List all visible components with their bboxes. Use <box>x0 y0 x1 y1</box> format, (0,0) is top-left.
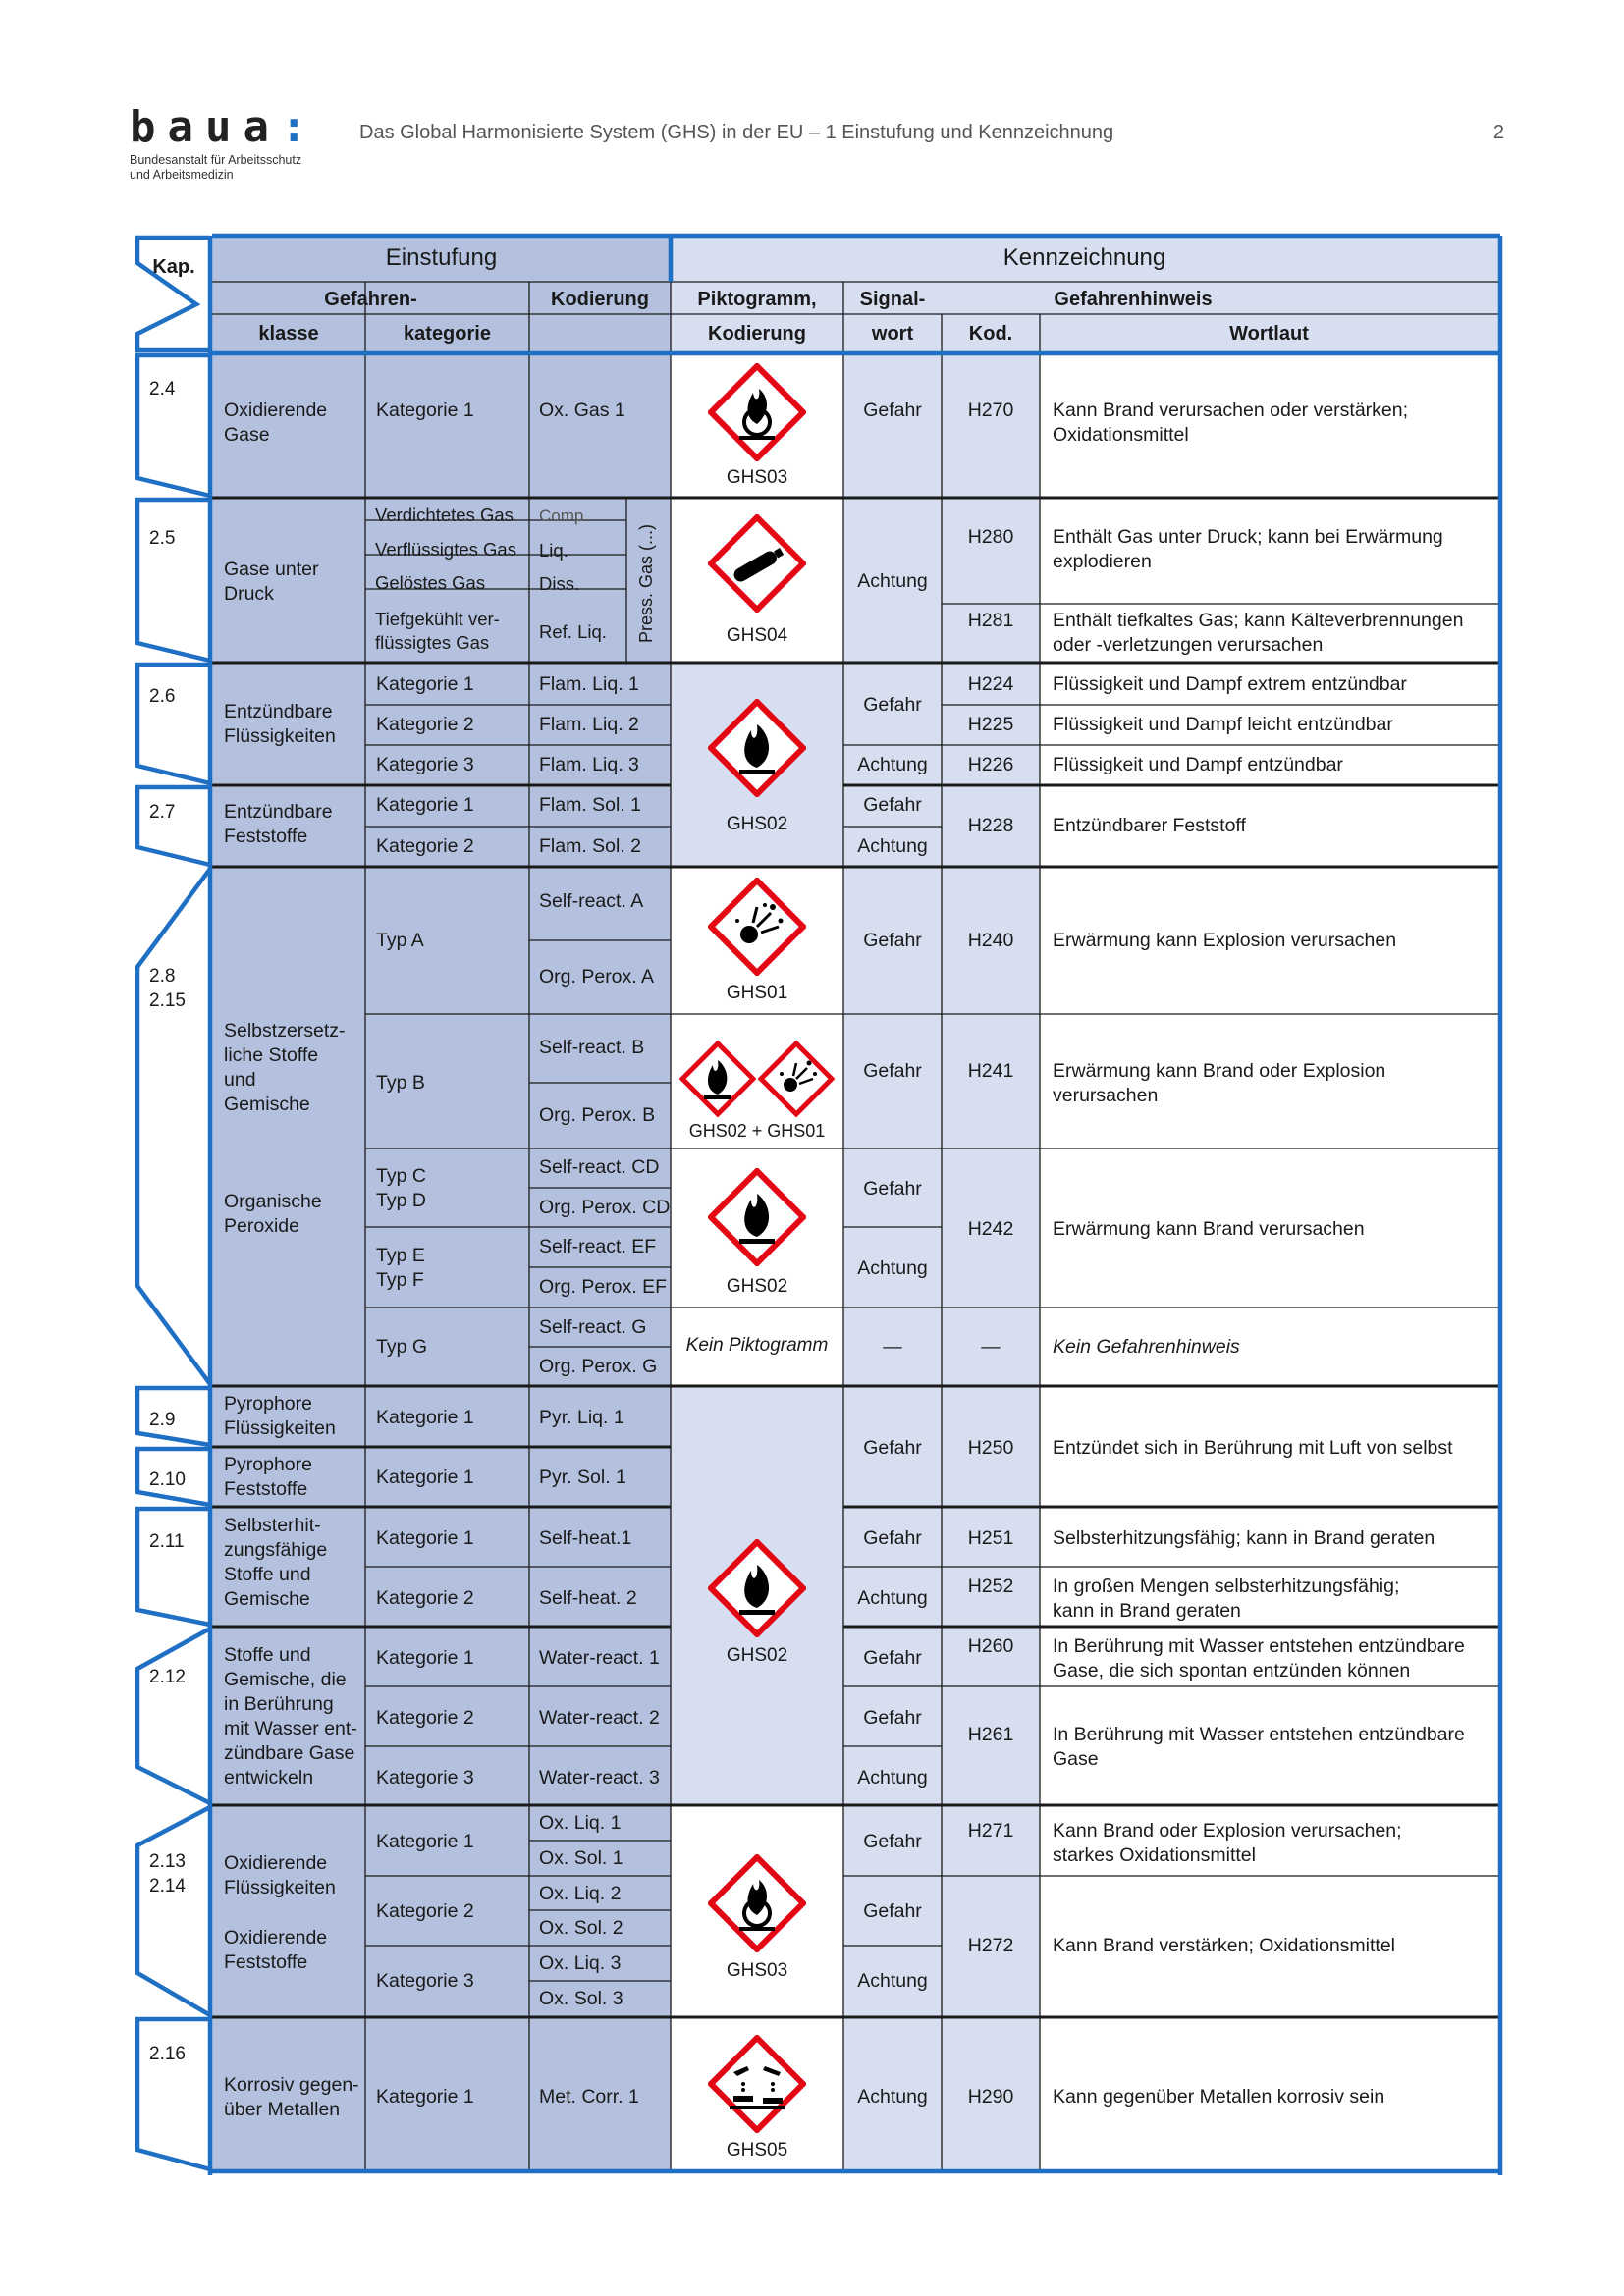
kategorie-2-5-d <box>375 608 500 655</box>
wortlaut-2-4 <box>1053 399 1494 448</box>
signalwort-2-16: Achtung <box>857 2086 928 2108</box>
kategorie-2-5-a: Verdichtetes Gas <box>375 505 514 525</box>
kod-header: Kod. <box>968 323 1013 345</box>
flame-icon <box>679 1041 756 1117</box>
klasse-line: Flüssigkeiten <box>224 1877 336 1898</box>
h-code-281: H281 <box>967 610 1014 631</box>
kodierung-2-7-2: Flam. Sol. 2 <box>539 835 642 857</box>
kategorie-header: kategorie <box>404 323 491 345</box>
kodierung-2-5-d: Ref. Liq. <box>539 621 607 642</box>
wortlaut-line: starkes Oxidationsmittel <box>1053 1844 1256 1866</box>
kodierung-b-2: Org. Perox. B <box>539 1104 656 1126</box>
klasse-2-11 <box>224 1514 327 1612</box>
wortlaut-228: Entzündbarer Feststoff <box>1053 815 1246 836</box>
ghs-label-2-13: GHS03 <box>726 1960 788 1981</box>
wortlaut-251: Selbsterhitzungsfähig; kann in Brand geraten <box>1053 1527 1435 1549</box>
h-code-224: H224 <box>967 673 1014 695</box>
signalwort-typ-b: Gefahr <box>863 1060 922 1082</box>
kategorie-line: flüssigtes Gas <box>375 632 490 653</box>
wortlaut-252 <box>1053 1575 1399 1624</box>
kodierung-2-5-c: Diss. <box>539 573 580 594</box>
kodierung-ef-1: Self-react. EF <box>539 1236 657 1257</box>
kategorie-2-11-2: Kategorie 2 <box>376 1587 474 1609</box>
klasse-2-10 <box>224 1453 312 1502</box>
wortlaut-line: Erwärmung kann Brand oder Explosion <box>1053 1060 1386 1082</box>
gefahren-header: Gefahren- <box>324 289 417 310</box>
flame-over-circle-icon <box>708 363 806 461</box>
signalwort-2-9-2-10: Gefahr <box>863 1437 922 1459</box>
klasse-line: Gemische <box>224 1094 310 1115</box>
kategorie-2-12-3: Kategorie 3 <box>376 1767 474 1789</box>
signalwort-header-2: wort <box>871 323 914 345</box>
typ-a: Typ A <box>376 930 424 951</box>
klasse-2-5 <box>224 558 318 607</box>
press-gas-vertical: Press. Gas (...) <box>636 523 656 643</box>
kategorie-2-7-2: Kategorie 2 <box>376 835 474 857</box>
kodierung-a-1: Self-react. A <box>539 890 644 912</box>
kategorie-2-4: Kategorie 1 <box>376 400 474 421</box>
h-code-272: H272 <box>967 1935 1014 1956</box>
h-code-g: — <box>981 1336 1001 1358</box>
kodierung-cd-2: Org. Perox. CD <box>539 1197 671 1218</box>
corrosion-icon <box>708 2035 806 2133</box>
h-code-226: H226 <box>967 754 1014 775</box>
kategorie-2-6-2: Kategorie 2 <box>376 714 474 735</box>
kodierung-b-1: Self-react. B <box>539 1037 645 1058</box>
signalwort-2-4: Gefahr <box>863 400 922 421</box>
signalwort-2-6-ab: Gefahr <box>863 694 922 716</box>
wortlaut-line: Enthält Gas unter Druck; kann bei Erwärmung <box>1053 526 1443 548</box>
wortlaut-line: In Berührung mit Wasser entstehen entzündbare <box>1053 1724 1465 1745</box>
wortlaut-line: Gase, die sich spontan entzünden können <box>1053 1660 1411 1682</box>
wortlaut-281 <box>1053 609 1494 658</box>
ghs-label-2-6-2-7: GHS02 <box>726 814 788 834</box>
einstufung-header: Einstufung <box>385 244 498 271</box>
wortlaut-224: Flüssigkeit und Dampf extrem entzündbar <box>1053 673 1407 695</box>
kodierung-2-6-1: Flam. Liq. 1 <box>539 673 639 695</box>
klasse-2-13 <box>224 1851 336 1900</box>
signalwort-2-5: Achtung <box>857 570 928 592</box>
h-code-251: H251 <box>967 1527 1014 1549</box>
wortlaut-242: Erwärmung kann Brand verursachen <box>1053 1218 1365 1240</box>
signalwort-2-11-2: Achtung <box>857 1587 928 1609</box>
h-code-242: H242 <box>967 1218 1014 1240</box>
page-number: 2 <box>1492 122 1504 143</box>
typ-g: Typ G <box>376 1336 428 1358</box>
signalwort-2-12-2: Gefahr <box>863 1707 922 1729</box>
typ-line: Typ F <box>376 1269 424 1291</box>
wortlaut-line: oder -verletzungen verursachen <box>1053 634 1324 656</box>
wortlaut-260 <box>1053 1634 1465 1683</box>
klasse-2-8 <box>224 1019 346 1117</box>
kategorie-2-12-1: Kategorie 1 <box>376 1647 474 1669</box>
kodierung-ox-sol-3: Ox. Sol. 3 <box>539 1988 623 2009</box>
wortlaut-241 <box>1053 1059 1385 1108</box>
klasse-2-9 <box>224 1392 336 1441</box>
klasse-line: Oxidierende <box>224 1852 328 1874</box>
signalwort-header-1: Signal- <box>859 289 926 310</box>
kodierung-2-16: Met. Corr. 1 <box>539 2086 639 2108</box>
kap-line: 2.13 <box>149 1851 186 1872</box>
klasse-line: Stoffe und <box>224 1564 311 1585</box>
ghs-label-2-5: GHS04 <box>726 625 788 646</box>
logo-subtitle-1: Bundesanstalt für Arbeitsschutz <box>130 153 302 167</box>
piktogramm-header-1: Piktogramm, <box>697 289 817 310</box>
klasse-line: Gase <box>224 424 270 446</box>
klasse-line: Selbsterhit- <box>224 1515 321 1536</box>
klasse-2-6 <box>224 700 336 749</box>
gas-cylinder-icon <box>708 514 806 613</box>
typ-line: Typ C <box>376 1165 426 1187</box>
ghs-label-2-9-2-12: GHS02 <box>726 1645 788 1666</box>
h-code-261: H261 <box>967 1724 1014 1745</box>
kodierung-2-10: Pyr. Sol. 1 <box>539 1467 626 1488</box>
klasse-line: mit Wasser ent- <box>224 1718 357 1739</box>
kap-2-4: 2.4 <box>149 379 176 400</box>
klasse-line: Organische <box>224 1191 322 1212</box>
kodierung-cd-1: Self-react. CD <box>539 1156 660 1178</box>
klasse-line: Entzündbare <box>224 701 333 722</box>
typ-line: Typ E <box>376 1245 425 1266</box>
ghs-label-2-4: GHS03 <box>726 467 788 488</box>
gefahrenhinweis-header: Gefahrenhinweis <box>1054 289 1213 310</box>
klasse-line: Stoffe und <box>224 1644 311 1666</box>
signalwort-2-12-3: Achtung <box>857 1767 928 1789</box>
wortlaut-225: Flüssigkeit und Dampf leicht entzündbar <box>1053 714 1393 735</box>
kodierung-ox-liq-3: Ox. Liq. 3 <box>539 1952 622 1974</box>
klasse-line: Feststoffe <box>224 1951 308 1973</box>
klasse-line: Pyrophore <box>224 1393 312 1415</box>
wortlaut-line: Enthält tiefkaltes Gas; kann Kälteverbrennungen <box>1053 610 1464 631</box>
klasse-line: Entzündbare <box>224 801 333 823</box>
wortlaut-line: In großen Mengen selbsterhitzungsfähig; <box>1053 1575 1400 1597</box>
kodierung-ox-liq-1: Ox. Liq. 1 <box>539 1812 622 1834</box>
kap-2-13 <box>149 1849 186 1898</box>
kodierung-ef-2: Org. Perox. EF <box>539 1276 668 1298</box>
kap-header: Kap. <box>152 256 195 278</box>
klasse-line: liche Stoffe <box>224 1044 319 1066</box>
wortlaut-line: explodieren <box>1053 551 1152 572</box>
typ-ef <box>376 1244 425 1293</box>
kodierung-2-11-2: Self-heat. 2 <box>539 1587 637 1609</box>
kap-line: 2.14 <box>149 1876 186 1896</box>
wortlaut-g: Kein Gefahrenhinweis <box>1053 1336 1240 1358</box>
kategorie-2-12-2: Kategorie 2 <box>376 1707 474 1729</box>
wortlaut-line: verursachen <box>1053 1085 1159 1106</box>
kap-2-7: 2.7 <box>149 802 176 823</box>
kap-2-6: 2.6 <box>149 686 176 707</box>
kodierung-g-1: Self-react. G <box>539 1316 647 1338</box>
wortlaut-280 <box>1053 525 1494 574</box>
kodierung-2-5-b: Liq. <box>539 540 568 561</box>
klasse-header: klasse <box>258 323 319 345</box>
h-code-250: H250 <box>967 1437 1014 1459</box>
klasse-2-14 <box>224 1926 327 1975</box>
klasse-line: Selbstzersetz- <box>224 1020 346 1041</box>
kategorie-2-9: Kategorie 1 <box>376 1407 474 1428</box>
kategorie-2-7-1: Kategorie 1 <box>376 794 474 816</box>
klasse-2-15 <box>224 1190 322 1239</box>
klasse-2-7 <box>224 800 333 849</box>
kap-2-12: 2.12 <box>149 1667 186 1687</box>
wortlaut-line: In Berührung mit Wasser entstehen entzündbare <box>1053 1635 1465 1657</box>
klasse-line: Feststoffe <box>224 1478 308 1500</box>
kategorie-2-13-1: Kategorie 1 <box>376 1831 474 1852</box>
klasse-line: Druck <box>224 583 274 605</box>
kategorie-2-5-c: Gelöstes Gas <box>375 572 486 593</box>
flame-over-circle-icon <box>708 1854 806 1952</box>
klasse-line: Gemische, die <box>224 1669 347 1690</box>
kategorie-line: Tiefgekühlt ver- <box>375 609 500 629</box>
klasse-line: entwickeln <box>224 1767 314 1789</box>
h-code-271: H271 <box>967 1820 1014 1842</box>
kategorie-2-6-1: Kategorie 1 <box>376 673 474 695</box>
h-code-280: H280 <box>967 526 1014 548</box>
flame-icon <box>708 1168 806 1266</box>
kodierung-2-5-a: Comp. <box>539 507 589 525</box>
h-code-228: H228 <box>967 815 1014 836</box>
kodierung-2-6-3: Flam. Liq. 3 <box>539 754 639 775</box>
signalwort-2-13-1: Gefahr <box>863 1831 922 1852</box>
kodierung-2-4: Ox. Gas 1 <box>539 400 625 421</box>
kodierung-2-12-1: Water-react. 1 <box>539 1647 660 1669</box>
kategorie-2-5-b: Verflüssigtes Gas <box>375 539 516 560</box>
kap-line: 2.15 <box>149 990 186 1011</box>
logo-subtitle-2: und Arbeitsmedizin <box>130 168 234 182</box>
wortlaut-271 <box>1053 1819 1402 1868</box>
kodierung-ox-sol-1: Ox. Sol. 1 <box>539 1847 623 1869</box>
klasse-2-16 <box>224 2073 359 2122</box>
wortlaut-272: Kann Brand verstärken; Oxidationsmittel <box>1053 1935 1396 1956</box>
klasse-2-12 <box>224 1643 357 1790</box>
ghs-label-typ-b: GHS02 + GHS01 <box>688 1121 826 1141</box>
wortlaut-line: kann in Brand geraten <box>1053 1600 1241 1622</box>
piktogramm-header-2: Kodierung <box>708 323 806 345</box>
kodierung-2-12-2: Water-react. 2 <box>539 1707 660 1729</box>
kodierung-2-7-1: Flam. Sol. 1 <box>539 794 642 816</box>
kategorie-2-10: Kategorie 1 <box>376 1467 474 1488</box>
kap-2-9: 2.9 <box>149 1410 176 1430</box>
signalwort-2-13-2: Gefahr <box>863 1900 922 1922</box>
klasse-line: Gase unter <box>224 559 319 580</box>
h-code-2-4: H270 <box>967 400 1014 421</box>
klasse-line: Flüssigkeiten <box>224 725 336 747</box>
flame-icon <box>708 1539 806 1637</box>
kategorie-2-13-3: Kategorie 3 <box>376 1970 474 1992</box>
h-code-290: H290 <box>967 2086 1014 2108</box>
klasse-line: Oxidierende <box>224 400 328 421</box>
h-code-241: H241 <box>967 1060 1014 1082</box>
kodierung-2-6-2: Flam. Liq. 2 <box>539 714 639 735</box>
ghs-label-2-16: GHS05 <box>726 2140 788 2161</box>
flame-icon <box>708 699 806 797</box>
kodierung-a-2: Org. Perox. A <box>539 966 655 988</box>
kodierung-g-2: Org. Perox. G <box>539 1356 658 1377</box>
klasse-line: Peroxide <box>224 1215 299 1237</box>
h-code-260: H260 <box>967 1635 1014 1657</box>
kategorie-2-16: Kategorie 1 <box>376 2086 474 2108</box>
ghs-label-typ-c-f: GHS02 <box>726 1276 788 1297</box>
signalwort-2-11-1: Gefahr <box>863 1527 922 1549</box>
logo-colon: : <box>280 102 319 152</box>
klasse-line: in Berührung <box>224 1693 334 1715</box>
kein-piktogramm: Kein Piktogramm <box>685 1335 829 1356</box>
kodierung-ox-sol-2: Ox. Sol. 2 <box>539 1917 623 1939</box>
klasse-line: Korrosiv gegen- <box>224 2074 359 2096</box>
klasse-line: Pyrophore <box>224 1454 312 1475</box>
klasse-2-4 <box>224 399 327 448</box>
wortlaut-250: Entzündet sich in Berührung mit Luft von selbst <box>1053 1437 1453 1459</box>
signalwort-2-7-b: Achtung <box>857 835 928 857</box>
klasse-line: zungsfähige <box>224 1539 328 1561</box>
kodierung-ox-liq-2: Ox. Liq. 2 <box>539 1883 622 1904</box>
klasse-line: Flüssigkeiten <box>224 1417 336 1439</box>
wortlaut-line: Gase <box>1053 1748 1099 1770</box>
wortlaut-240: Erwärmung kann Explosion verursachen <box>1053 930 1397 951</box>
wortlaut-226: Flüssigkeit und Dampf entzündbar <box>1053 754 1343 775</box>
typ-b: Typ B <box>376 1072 425 1094</box>
wortlaut-line: Oxidationsmittel <box>1053 424 1189 446</box>
kennzeichnung-header: Kennzeichnung <box>1002 244 1166 271</box>
signalwort-2-6-c: Achtung <box>857 754 928 775</box>
signalwort-typ-ef: Achtung <box>857 1257 928 1279</box>
kategorie-2-6-3: Kategorie 3 <box>376 754 474 775</box>
klasse-line: Feststoffe <box>224 826 308 847</box>
kodierung-2-12-3: Water-react. 3 <box>539 1767 660 1789</box>
signalwort-2-13-3: Achtung <box>857 1970 928 1992</box>
kodierung-2-9: Pyr. Liq. 1 <box>539 1407 624 1428</box>
h-code-252: H252 <box>967 1575 1014 1597</box>
signalwort-typ-cd: Gefahr <box>863 1178 922 1200</box>
signalwort-2-12-1: Gefahr <box>863 1647 922 1669</box>
exploding-bomb-icon <box>758 1041 835 1117</box>
exploding-bomb-icon <box>708 878 806 976</box>
ghs-label-typ-a: GHS01 <box>726 983 788 1003</box>
kategorie-2-11-1: Kategorie 1 <box>376 1527 474 1549</box>
klasse-line: zündbare Gase <box>224 1742 355 1764</box>
kodierung-2-11-1: Self-heat.1 <box>539 1527 632 1549</box>
kodierung-header: Kodierung <box>551 289 649 310</box>
kategorie-2-13-2: Kategorie 2 <box>376 1900 474 1922</box>
klasse-line: Oxidierende <box>224 1927 328 1949</box>
typ-cd <box>376 1164 426 1213</box>
kap-2-16: 2.16 <box>149 2044 186 2064</box>
klasse-line: Gemische <box>224 1588 310 1610</box>
kap-2-11: 2.11 <box>149 1531 185 1552</box>
signalwort-typ-g: — <box>883 1336 902 1358</box>
klasse-line: über Metallen <box>224 2099 341 2120</box>
klasse-line: und <box>224 1069 256 1091</box>
typ-line: Typ D <box>376 1190 426 1211</box>
h-code-240: H240 <box>967 930 1014 951</box>
wortlaut-line: Kann Brand oder Explosion verursachen; <box>1053 1820 1402 1842</box>
wortlaut-261 <box>1053 1723 1465 1772</box>
signalwort-2-7-a: Gefahr <box>863 794 922 816</box>
wortlaut-290: Kann gegenüber Metallen korrosiv sein <box>1053 2086 1385 2108</box>
logo-letters: baua <box>130 102 281 152</box>
wortlaut-line: Kann Brand verursachen oder verstärken; <box>1053 400 1409 421</box>
signalwort-typ-a: Gefahr <box>863 930 922 951</box>
h-code-225: H225 <box>967 714 1014 735</box>
kap-2-5: 2.5 <box>149 528 176 549</box>
kap-line: 2.8 <box>149 966 176 987</box>
document-title: Das Global Harmonisierte System (GHS) in der EU – 1 Einstufung und Kennzeichnung <box>359 122 1114 143</box>
kap-2-10: 2.10 <box>149 1469 186 1490</box>
wortlaut-header: Wortlaut <box>1229 323 1309 345</box>
kap-2-8 <box>149 964 186 1013</box>
